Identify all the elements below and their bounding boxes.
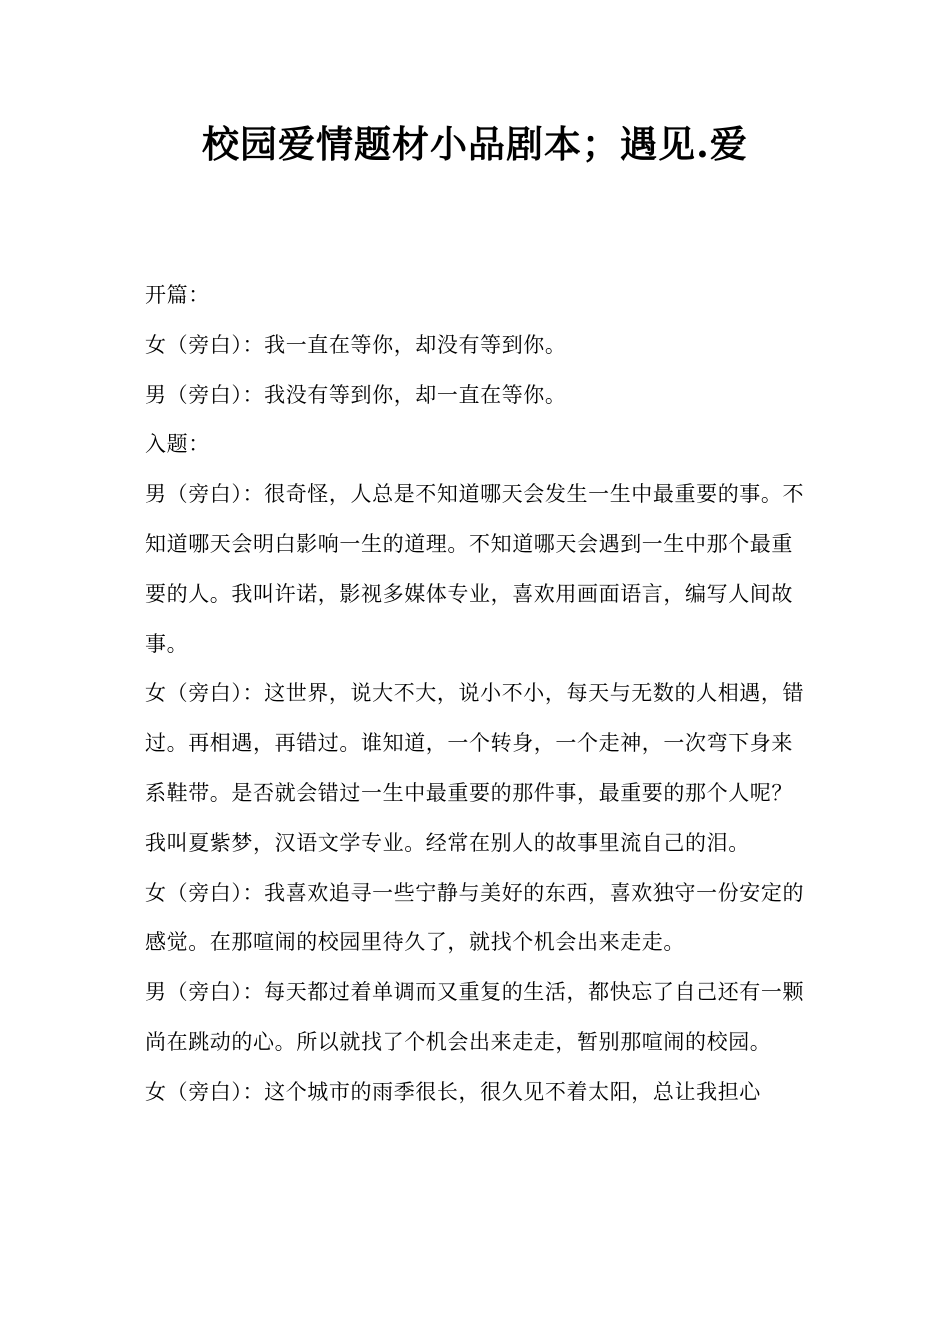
paragraph-intro-heading: 入题：	[145, 432, 210, 457]
document-title: 校园爱情题材小品剧本；遇见.爱	[202, 122, 748, 166]
paragraph-opening-heading: 开篇：	[145, 283, 210, 307]
document-body	[145, 271, 810, 1118]
paragraph-male-narration: 男（旁白）：每天都过着单调而又重复的生活，都快忘了自己还有一颗尚在跳动的心。所以就找了个机会出来走走，暂别那喧闹的校园。	[145, 980, 805, 1054]
paragraph-male-narration: 男（旁白）：很奇怪，人总是不知道哪天会发生一生中最重要的事。不知道哪天会明白影响一生的道理。不知道哪天会遇到一生中那个最重要的人。我叫许诺，影视多媒体专业，喜欢用画面语言，编写人间故事。	[145, 482, 805, 656]
paragraph-female-narration: 女（旁白）：这个城市的雨季很长，很久见不着太阳，总让我担心	[145, 1079, 761, 1104]
paragraph-female-narration: 女（旁白）：这世界，说大不大，说小不小，每天与无数的人相遇，错过。再相遇，再错过。谁知道，一个转身，一个走神，一次弯下身来系鞋带。是否就会错过一生中最重要的那件事，最重要的那个人呢？我叫夏紫梦，汉语文学专业。经常在别人的故事里流自己的泪。	[145, 681, 805, 855]
paragraph-female-narration: 女（旁白）：我喜欢追寻一些宁静与美好的东西，喜欢独守一份安定的感觉。在那喧闹的校园里待久了，就找个机会出来走走。	[145, 880, 805, 955]
paragraph-male-narration: 男（旁白）：我没有等到你，却一直在等你。	[145, 382, 567, 407]
paragraph-female-narration: 女（旁白）：我一直在等你，却没有等到你。	[145, 332, 567, 357]
